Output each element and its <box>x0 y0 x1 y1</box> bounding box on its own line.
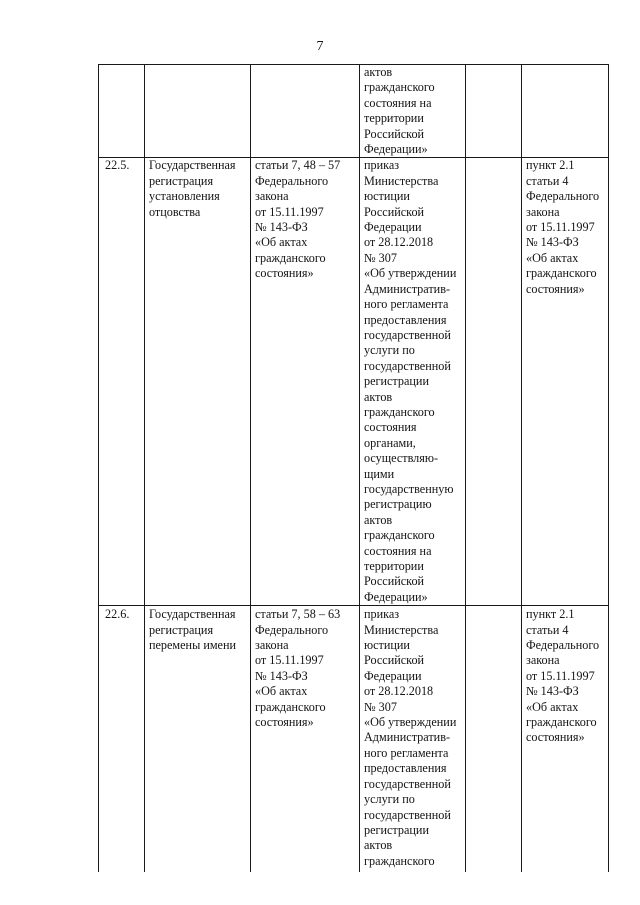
cell-service <box>145 606 251 872</box>
cell-text-line: Российской <box>364 574 425 589</box>
cell-text-line: № 143-ФЗ <box>526 684 579 699</box>
cell-text-line: состояния на <box>364 95 432 110</box>
cell-text-line: Государственная <box>149 607 236 622</box>
cell-reference <box>522 158 609 606</box>
cell-text-line: № 307 <box>364 250 397 265</box>
cell-text-line: Государственная <box>149 158 236 173</box>
cell-text-line: № 143-ФЗ <box>255 668 308 683</box>
cell-text-line: регистрация <box>149 622 214 637</box>
cell-text-line: территории <box>364 111 424 126</box>
cell-text-line: органами, <box>364 435 416 450</box>
cell-reference <box>522 65 609 158</box>
cell-number: 22.5. <box>99 158 145 606</box>
cell-text-line: Федерации <box>364 220 422 235</box>
cell-text-line: юстиции <box>364 638 410 653</box>
cell-text-line: Российской <box>364 126 425 141</box>
cell-text-line: состояния» <box>526 730 585 745</box>
cell-text-line: Российской <box>364 653 425 668</box>
cell-text-line: «Об актах <box>255 684 308 699</box>
cell-text-line: гражданского <box>255 250 326 265</box>
cell-text-line: от 15.11.1997 <box>255 204 324 219</box>
cell-text-line: приказ <box>364 607 400 622</box>
cell-text-line: № 143-ФЗ <box>526 235 579 250</box>
cell-service <box>145 65 251 158</box>
cell-text-line: приказ <box>364 158 400 173</box>
cell-text-line: гражданского <box>364 853 435 868</box>
cell-text-line: закона <box>526 653 560 668</box>
cell-text-line: государственной <box>364 807 451 822</box>
table-row <box>99 606 609 872</box>
table-row <box>99 158 609 606</box>
cell-text-line: № 143-ФЗ <box>255 220 308 235</box>
cell-text-line: отцовства <box>149 204 201 219</box>
cell-order <box>360 606 466 872</box>
cell-order <box>360 65 466 158</box>
cell-text-line: Федерального <box>526 638 600 653</box>
cell-law <box>251 158 360 606</box>
cell-text-line: гражданского <box>526 266 597 281</box>
cell-text-line: Административ- <box>364 730 451 745</box>
cell-text-line: состояния» <box>255 715 314 730</box>
cell-text-line: «Об утверждении <box>364 266 457 281</box>
cell-text-line: состояния <box>364 420 417 435</box>
cell-text-line: «Об актах <box>526 699 579 714</box>
cell-text-line: от 15.11.1997 <box>526 668 595 683</box>
cell-text-line: предоставления <box>364 761 447 776</box>
cell-text-line: закона <box>526 204 560 219</box>
cell-text-line: государственной <box>364 327 451 342</box>
cell-text-line: регистрация <box>149 173 214 188</box>
cell-text-line: государственной <box>364 776 451 791</box>
cell-text-line: щими <box>364 466 395 481</box>
cell-text-line: № 307 <box>364 699 397 714</box>
cell-text-line: Российской <box>364 204 425 219</box>
cell-law <box>251 65 360 158</box>
cell-text-line: статьи 4 <box>526 622 569 637</box>
cell-service <box>145 158 251 606</box>
cell-text-line: регистрации <box>364 374 429 389</box>
page-number: 7 <box>316 39 324 54</box>
cell-text-line: статьи 7, 48 – 57 <box>255 158 341 173</box>
cell-text-line: Министерства <box>364 622 439 637</box>
cell-text-line: Федерации» <box>364 142 428 157</box>
cell-text-line: пункт 2.1 <box>526 158 575 173</box>
cell-text-line: от 15.11.1997 <box>526 220 595 235</box>
cell-text-line: Федерального <box>526 189 600 204</box>
cell-text-line: установления <box>149 189 220 204</box>
cell-number: 22.6. <box>99 606 145 872</box>
cell-text-line: государственной <box>364 358 451 373</box>
cell-text-line: гражданского <box>364 80 435 95</box>
cell-order <box>360 158 466 606</box>
cell-text-line: от 28.12.2018 <box>364 235 434 250</box>
cell-text-line: «Об актах <box>526 250 579 265</box>
cell-empty <box>466 158 522 606</box>
regulation-table <box>98 64 609 872</box>
cell-text-line: гражданского <box>526 715 597 730</box>
cell-text-line: «Об актах <box>255 235 308 250</box>
cell-text-line: статьи 4 <box>526 173 569 188</box>
cell-text-line: актов <box>364 838 393 853</box>
cell-text-line: регистрацию <box>364 497 432 512</box>
cell-text-line: регистрации <box>364 822 429 837</box>
cell-text-line: территории <box>364 559 424 573</box>
cell-text-line: услуги по <box>364 792 415 807</box>
cell-text-line: Федерации <box>364 668 422 683</box>
cell-reference <box>522 606 609 872</box>
cell-text-line: актов <box>364 389 393 404</box>
cell-text-line: актов <box>364 65 393 79</box>
cell-law <box>251 606 360 872</box>
cell-text-line: состояния» <box>255 266 314 281</box>
cell-number <box>99 65 145 158</box>
table-row-continued <box>99 65 609 158</box>
cell-text-line: состояния на <box>364 543 432 558</box>
cell-text-line: государственную <box>364 481 454 496</box>
cell-text-line: от 15.11.1997 <box>255 653 324 668</box>
cell-text-line: Федерального <box>255 173 329 188</box>
cell-text-line: услуги по <box>364 343 415 358</box>
cell-text-line: закона <box>255 638 289 653</box>
cell-text-line: пункт 2.1 <box>526 607 575 622</box>
cell-text-line: гражданского <box>364 528 435 543</box>
cell-text-line: «Об утверждении <box>364 715 457 730</box>
cell-text-line: Федерации» <box>364 589 428 604</box>
cell-text-line: Министерства <box>364 173 439 188</box>
cell-text-line: статьи 7, 58 – 63 <box>255 607 341 622</box>
cell-empty <box>466 65 522 158</box>
cell-text-line: юстиции <box>364 189 410 204</box>
cell-text-line: от 28.12.2018 <box>364 684 434 699</box>
cell-text-line: Административ- <box>364 281 451 296</box>
cell-text-line: осуществляю- <box>364 451 439 466</box>
cell-text-line: ного регламента <box>364 297 449 312</box>
cell-text-line: перемены имени <box>149 638 237 653</box>
cell-text-line: гражданского <box>364 404 435 419</box>
cell-text-line: актов <box>364 512 393 527</box>
cell-text-line: гражданского <box>255 699 326 714</box>
cell-text-line: предоставления <box>364 312 447 327</box>
cell-text-line: закона <box>255 189 289 204</box>
cell-empty <box>466 606 522 872</box>
cell-text-line: ного регламента <box>364 745 449 760</box>
cell-text-line: состояния» <box>526 281 585 296</box>
cell-text-line: Федерального <box>255 622 329 637</box>
